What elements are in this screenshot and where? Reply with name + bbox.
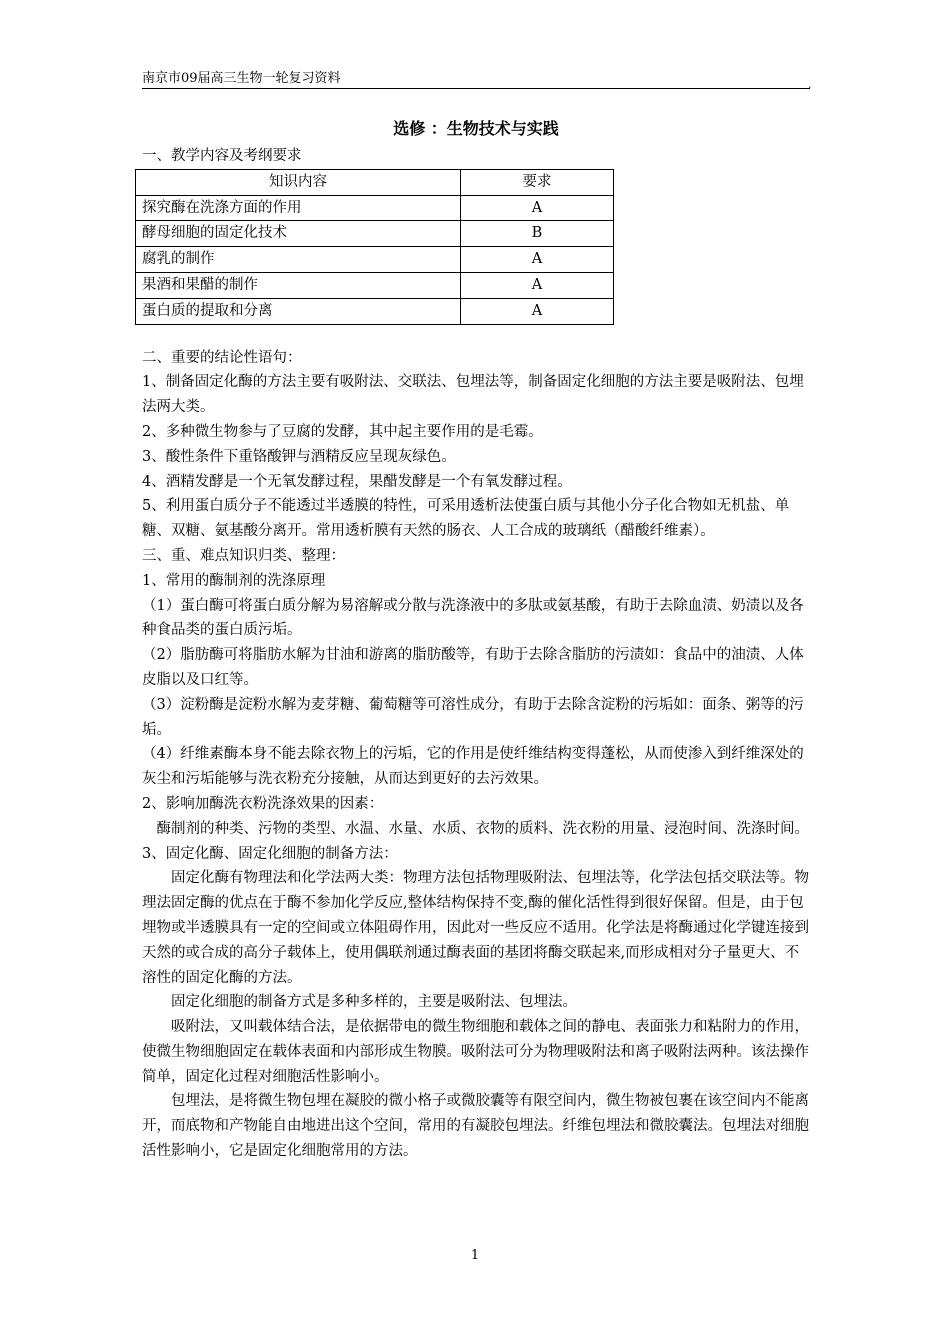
enzyme-item: （2）脂肪酶可将脂肪水解为甘油和游离的脂肪酸等，有助于去除含脂肪的污渍如：食品中的油渍、人体皮脂以及口红等。 xyxy=(142,647,804,688)
table-cell-topic: 腐乳的制作 xyxy=(136,247,461,273)
table-header-requirement: 要求 xyxy=(461,169,614,195)
section1-heading: 一、教学内容及考纲要求 xyxy=(142,148,302,164)
requirements-table xyxy=(135,169,614,325)
table-cell-topic: 蛋白质的提取和分离 xyxy=(136,298,461,324)
table-cell-level: A xyxy=(461,272,614,298)
table-row xyxy=(136,247,614,273)
method-paragraph: 包埋法，是将微生物包埋在凝胶的微小格子或微胶囊等有限空间内，微生物被包裹在该空间内不能离开，而底物和产物能自由地进出这个空间，常用的有凝胶包埋法。纤维包埋法和微胶囊法。包埋法对细胞活性影响小，它是固定化细胞常用的方法。 xyxy=(142,1093,809,1160)
method-paragraph: 固定化酶有物理法和化学法两大类：物理方法包括物理吸附法、包埋法等，化学法包括交联法等。物理法固定酶的优点在于酶不参加化学反应,整体结构保持不变,酶的催化活性得到很好保留。但是，由于包埋物或半透膜具有一定的空间或立体阻碍作用，因此对一些反应不适用。化学法是将酶通过化学键连接到天然的或合成的高分子载体上，使用偶联剂通过酶表面的基团将酶交联起来,而形成相对分子量更大、不溶性的固定化酶的方法。 xyxy=(142,870,809,986)
document-body xyxy=(142,144,810,1164)
table-cell-level: A xyxy=(461,298,614,324)
conclusion-item: 3、酸性条件下重铬酸钾与酒精反应呈现灰绿色。 xyxy=(142,448,456,465)
header-rule xyxy=(142,88,810,89)
table-row xyxy=(136,221,614,247)
enzyme-item: （1）蛋白酶可将蛋白质分解为易溶解或分散与洗涤液中的多肽或氨基酸，有助于去除血渍、奶渍以及各种食品类的蛋白质污垢。 xyxy=(142,597,804,639)
method-paragraph: 吸附法，又叫载体结合法，是依据带电的微生物细胞和载体之间的静电、表面张力和粘附力的作用，使微生物细胞固定在载体表面和内部形成生物膜。吸附法可分为物理吸附法和离子吸附法两种。该法操作简单，固定化过程对细胞活性影响小。 xyxy=(142,1019,809,1085)
header-mark: , xyxy=(808,78,812,91)
table-cell-level: A xyxy=(461,195,614,221)
document-title: 选修 ：生物技术与实践 xyxy=(393,119,559,138)
sub2-heading: 2、影响加酶洗衣粉洗涤效果的因素： xyxy=(142,795,384,812)
page-number: 1 xyxy=(470,1248,480,1263)
table-cell-topic: 探究酶在洗涤方面的作用 xyxy=(136,195,461,221)
conclusion-item: 5、利用蛋白质分子不能透过半透膜的特性，可采用透析法使蛋白质与其他小分子化合物如无机盐、单糖、双糖、氨基酸分离开。常用透析膜有天然的肠衣、人工合成的玻璃纸（醋酸纤维素）。 xyxy=(142,498,790,540)
conclusion-item: 4、酒精发酵是一个无氧发酵过程，果醋发酵是一个有氧发酵过程。 xyxy=(142,473,572,490)
enzyme-item: （4）纤维素酶本身不能去除衣物上的污垢，它的作用是使纤维结构变得蓬松，从而使渗入到纤维深处的灰尘和污垢能够与洗衣粉充分接触，从而达到更好的去污效果。 xyxy=(142,746,804,788)
factors-text: 酶制剂的种类、污物的类型、水温、水量、水质、衣物的质料、洗衣粉的用量、浸泡时间、洗涤时间。 xyxy=(156,820,809,837)
section2-heading: 二、重要的结论性语句： xyxy=(142,349,302,366)
table-header-knowledge: 知识内容 xyxy=(136,169,461,195)
conclusion-item: 1、制备固定化酶的方法主要有吸附法、交联法、包埋法等，制备固定化细胞的方法主要是吸附法、包埋法两大类。 xyxy=(142,374,804,416)
table-cell-level: B xyxy=(461,221,614,247)
enzyme-item: （3）淀粉酶是淀粉水解为麦芽糖、葡萄糖等可溶性成分，有助于去除含淀粉的污垢如：面条、粥等的污垢。 xyxy=(142,696,804,738)
table-header-row xyxy=(136,169,614,195)
table-row xyxy=(136,272,614,298)
table-row xyxy=(136,195,614,221)
page-header: 南京市09届高三生物一轮复习资料 xyxy=(142,71,341,86)
table-cell-topic: 果酒和果醋的制作 xyxy=(136,272,461,298)
sub3-heading: 3、固定化酶、固定化细胞的制备方法： xyxy=(142,845,398,862)
conclusion-item: 2、多种微生物参与了豆腐的发酵，其中起主要作用的是毛霉。 xyxy=(142,423,543,440)
method-paragraph: 固定化细胞的制备方式是多种多样的，主要是吸附法、包埋法。 xyxy=(171,994,577,1011)
section3-heading: 三、重、难点知识归类、整理： xyxy=(142,547,345,564)
table-cell-level: A xyxy=(461,247,614,273)
table-row xyxy=(136,298,614,324)
table-cell-topic: 酵母细胞的固定化技术 xyxy=(136,221,461,247)
sub1-heading: 1、常用的酶制剂的洗涤原理 xyxy=(142,572,326,589)
